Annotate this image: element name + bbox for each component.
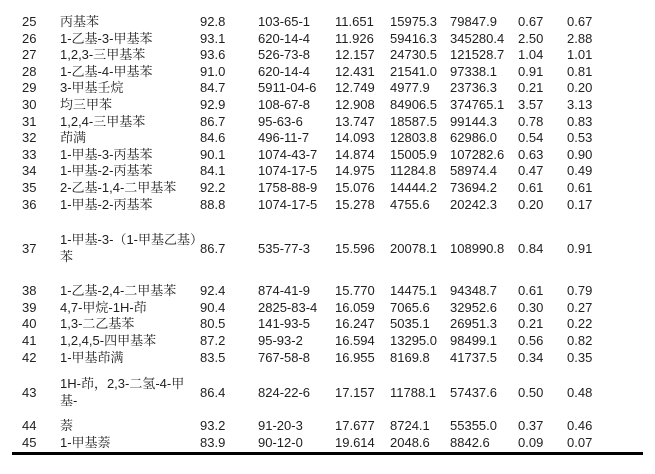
percent-value-1: 0.09 — [518, 434, 544, 450]
retention-time-value: 15.278 — [335, 196, 375, 212]
match-quality-value: 86.7 — [200, 113, 226, 129]
retention-time-value: 15.076 — [335, 179, 375, 195]
retention-time-value: 17.157 — [335, 384, 375, 400]
cas-number: 1074-43-7 — [258, 146, 318, 162]
peak-area-2-value: 108990.8 — [450, 240, 505, 256]
percent-value-2: 0.90 — [567, 146, 593, 162]
percent-value-2: 0.53 — [567, 130, 593, 146]
match-quality-value: 92.9 — [200, 96, 226, 112]
peak-area-2-value: 345280.4 — [450, 30, 505, 46]
table-row — [0, 147, 655, 164]
cas-number: 108-67-8 — [258, 96, 311, 112]
cas-number: 95-63-6 — [258, 113, 303, 129]
peak-area-value: 18587.5 — [390, 113, 437, 129]
table-row — [0, 80, 655, 97]
peak-area-2-value: 58974.4 — [450, 163, 497, 179]
percent-value-1: 0.67 — [518, 14, 544, 29]
peak-area-2-value: 94348.7 — [450, 283, 497, 299]
row-number: 39 — [22, 299, 37, 315]
retention-time-value: 14.874 — [335, 146, 375, 162]
table-row — [0, 14, 655, 31]
table-row — [0, 435, 655, 452]
retention-time-value: 16.955 — [335, 349, 375, 365]
peak-area-value: 15005.9 — [390, 146, 437, 162]
peak-area-2-value: 121528.7 — [450, 47, 505, 63]
retention-time-value: 14.093 — [335, 130, 375, 146]
cas-number: 91-20-3 — [258, 418, 303, 434]
row-number: 43 — [22, 384, 37, 400]
compound-name: 1,3-二乙基苯 — [60, 316, 135, 332]
table-row — [0, 316, 655, 333]
table-row — [0, 366, 655, 418]
retention-time-value: 16.594 — [335, 332, 375, 348]
percent-value-2: 0.81 — [567, 63, 593, 79]
table-row — [0, 180, 655, 197]
row-number: 32 — [22, 130, 37, 146]
table-row — [0, 418, 655, 435]
row-number: 28 — [22, 63, 37, 79]
match-quality-value: 83.5 — [200, 349, 226, 365]
match-quality-value: 87.2 — [200, 332, 226, 348]
table-row — [0, 47, 655, 64]
match-quality-value: 92.8 — [200, 14, 226, 29]
cas-number: 1074-17-5 — [258, 196, 318, 212]
peak-area-2-value: 97338.1 — [450, 63, 497, 79]
table-row — [0, 197, 655, 214]
retention-time-value: 16.059 — [335, 299, 375, 315]
percent-value-1: 0.21 — [518, 316, 544, 332]
retention-time-value: 11.651 — [335, 14, 374, 29]
percent-value-1: 0.50 — [518, 384, 544, 400]
compound-name: 1-甲基-3-（1-甲基乙基）苯 — [60, 232, 197, 265]
retention-time-value: 11.926 — [335, 30, 374, 46]
compound-name: 4,7-甲烷-1H-茚 — [60, 299, 147, 315]
row-number: 25 — [22, 14, 37, 29]
retention-time-value: 12.749 — [335, 80, 375, 96]
percent-value-2: 3.13 — [567, 96, 593, 112]
percent-value-2: 1.01 — [567, 47, 593, 63]
compound-table — [0, 14, 655, 451]
percent-value-2: 0.49 — [567, 163, 593, 179]
row-number: 27 — [22, 47, 37, 63]
percent-value-2: 0.35 — [567, 349, 593, 365]
percent-value-1: 0.61 — [518, 179, 544, 195]
peak-area-2-value: 73694.2 — [450, 179, 497, 195]
match-quality-value: 86.7 — [200, 240, 226, 256]
peak-area-value: 7065.6 — [390, 299, 430, 315]
retention-time-value: 12.431 — [335, 63, 375, 79]
row-number: 34 — [22, 163, 37, 179]
peak-area-value: 5035.1 — [390, 316, 430, 332]
peak-area-value: 59416.3 — [390, 30, 437, 46]
peak-area-2-value: 26951.3 — [450, 316, 497, 332]
cas-number: 95-93-2 — [258, 332, 303, 348]
table-row — [0, 213, 655, 283]
compound-name: 1-甲基-3-丙基苯 — [60, 146, 153, 162]
match-quality-value: 90.4 — [200, 299, 226, 315]
peak-area-2-value: 41737.5 — [450, 349, 497, 365]
row-number: 42 — [22, 349, 37, 365]
match-quality-value: 92.4 — [200, 283, 226, 299]
cas-number: 824-22-6 — [258, 384, 311, 400]
table-row — [0, 97, 655, 114]
cas-number: 526-73-8 — [258, 47, 311, 63]
percent-value-2: 0.67 — [567, 14, 593, 29]
row-number: 40 — [22, 316, 37, 332]
peak-area-value: 14444.2 — [390, 179, 437, 195]
row-number: 35 — [22, 179, 37, 195]
match-quality-value: 91.0 — [200, 63, 226, 79]
row-number: 29 — [22, 80, 37, 96]
peak-area-value: 13295.0 — [390, 332, 437, 348]
peak-area-value: 21541.0 — [390, 63, 437, 79]
peak-area-2-value: 55355.0 — [450, 418, 497, 434]
table-row — [0, 300, 655, 317]
compound-name: 丙基苯 — [60, 14, 100, 29]
table-row — [0, 114, 655, 131]
cas-number: 2825-83-4 — [258, 299, 318, 315]
percent-value-2: 0.20 — [567, 80, 593, 96]
compound-name: 萘 — [60, 418, 74, 434]
row-number: 26 — [22, 30, 37, 46]
compound-name: 1,2,4-三甲基苯 — [60, 113, 146, 129]
retention-time-value: 12.908 — [335, 96, 375, 112]
peak-area-2-value: 98499.1 — [450, 332, 497, 348]
match-quality-value: 84.7 — [200, 80, 226, 96]
cas-number: 1074-17-5 — [258, 163, 318, 179]
match-quality-value: 93.2 — [200, 418, 226, 434]
percent-value-1: 0.84 — [518, 240, 544, 256]
cas-number: 90-12-0 — [258, 434, 303, 450]
peak-area-value: 11788.1 — [390, 384, 437, 400]
retention-time-value: 19.614 — [335, 434, 375, 450]
table-row — [0, 163, 655, 180]
table-row — [0, 130, 655, 147]
percent-value-1: 0.63 — [518, 146, 544, 162]
percent-value-1: 0.56 — [518, 332, 544, 348]
row-number: 41 — [22, 332, 37, 348]
retention-time-value: 14.975 — [335, 163, 375, 179]
percent-value-2: 0.48 — [567, 384, 593, 400]
percent-value-2: 0.91 — [567, 240, 593, 256]
percent-value-2: 0.79 — [567, 283, 593, 299]
cas-number: 1758-88-9 — [258, 179, 318, 195]
percent-value-2: 0.17 — [567, 196, 593, 212]
cas-number: 620-14-4 — [258, 30, 311, 46]
compound-name: 1-甲基茚满 — [60, 349, 124, 365]
row-number: 31 — [22, 113, 37, 129]
retention-time-value: 16.247 — [335, 316, 375, 332]
table-row — [0, 283, 655, 300]
compound-name: 1-甲基-2-丙基苯 — [60, 163, 153, 179]
percent-value-1: 0.61 — [518, 283, 544, 299]
compound-name: 1-乙基-4-甲基苯 — [60, 63, 153, 79]
percent-value-1: 0.37 — [518, 418, 544, 434]
compound-name: 均三甲苯 — [60, 96, 113, 112]
percent-value-2: 2.88 — [567, 30, 593, 46]
percent-value-1: 1.04 — [518, 47, 544, 63]
percent-value-2: 0.83 — [567, 113, 593, 129]
table-bottom-rule — [12, 452, 643, 455]
percent-value-1: 2.50 — [518, 30, 544, 46]
row-number: 36 — [22, 196, 37, 212]
compound-name: 3-甲基壬烷 — [60, 80, 124, 96]
compound-name: 1,2,4,5-四甲基苯 — [60, 332, 157, 348]
peak-area-value: 2048.6 — [390, 434, 430, 450]
cas-number: 535-77-3 — [258, 240, 311, 256]
peak-area-2-value: 32952.6 — [450, 299, 497, 315]
retention-time-value: 13.747 — [335, 113, 375, 129]
peak-area-value: 84906.5 — [390, 96, 437, 112]
match-quality-value: 92.2 — [200, 179, 226, 195]
peak-area-2-value: 20242.3 — [450, 196, 497, 212]
cas-number: 874-41-9 — [258, 283, 311, 299]
percent-value-1: 0.20 — [518, 196, 544, 212]
compound-name: 1-乙基-3-甲基苯 — [60, 30, 153, 46]
peak-area-value: 12803.8 — [390, 130, 437, 146]
cas-number: 496-11-7 — [258, 130, 310, 146]
compound-name: 茚满 — [60, 130, 87, 146]
table-row — [0, 350, 655, 367]
peak-area-2-value: 79847.9 — [450, 14, 497, 29]
compound-name: 1-甲基-2-丙基苯 — [60, 196, 153, 212]
percent-value-1: 0.34 — [518, 349, 544, 365]
table-row — [0, 31, 655, 48]
match-quality-value: 90.1 — [200, 146, 226, 162]
percent-value-1: 0.30 — [518, 299, 544, 315]
compound-name: 1-乙基-2,4-二甲基苯 — [60, 283, 177, 299]
peak-area-value: 15975.3 — [390, 14, 437, 29]
table-row — [0, 64, 655, 81]
match-quality-value: 80.5 — [200, 316, 226, 332]
percent-value-1: 0.78 — [518, 113, 544, 129]
table-row — [0, 333, 655, 350]
retention-time-value: 15.770 — [335, 283, 375, 299]
retention-time-value: 17.677 — [335, 418, 375, 434]
compound-name: 1H-茚，2,3-二氢-4-甲基- — [60, 376, 185, 409]
match-quality-value: 93.6 — [200, 47, 226, 63]
row-number: 30 — [22, 96, 37, 112]
peak-area-value: 14475.1 — [390, 283, 437, 299]
percent-value-2: 0.27 — [567, 299, 593, 315]
retention-time-value: 15.596 — [335, 240, 375, 256]
match-quality-value: 93.1 — [200, 30, 226, 46]
match-quality-value: 86.4 — [200, 384, 226, 400]
peak-area-value: 8724.1 — [390, 418, 430, 434]
peak-area-2-value: 57437.6 — [450, 384, 497, 400]
match-quality-value: 84.1 — [200, 163, 226, 179]
cas-number: 5911-04-6 — [258, 80, 317, 96]
peak-area-2-value: 107282.6 — [450, 146, 505, 162]
percent-value-2: 0.82 — [567, 332, 593, 348]
percent-value-1: 0.91 — [518, 63, 544, 79]
peak-area-value: 8169.8 — [390, 349, 430, 365]
row-number: 33 — [22, 146, 37, 162]
percent-value-1: 0.21 — [518, 80, 544, 96]
row-number: 45 — [22, 434, 37, 450]
compound-name: 2-乙基-1,4-二甲基苯 — [60, 179, 177, 195]
peak-area-value: 24730.5 — [390, 47, 437, 63]
peak-area-value: 11284.8 — [390, 163, 437, 179]
percent-value-2: 0.07 — [567, 434, 593, 450]
percent-value-1: 3.57 — [518, 96, 544, 112]
cas-number: 141-93-5 — [258, 316, 311, 332]
cas-number: 103-65-1 — [258, 14, 311, 29]
peak-area-2-value: 99144.3 — [450, 113, 497, 129]
row-number: 44 — [22, 418, 37, 434]
match-quality-value: 84.6 — [200, 130, 226, 146]
peak-area-value: 4755.6 — [390, 196, 430, 212]
percent-value-1: 0.47 — [518, 163, 544, 179]
retention-time-value: 12.157 — [335, 47, 375, 63]
compound-name: 1-甲基萘 — [60, 434, 111, 450]
match-quality-value: 88.8 — [200, 196, 226, 212]
cas-number: 620-14-4 — [258, 63, 311, 79]
percent-value-1: 0.54 — [518, 130, 544, 146]
row-number: 38 — [22, 283, 37, 299]
percent-value-2: 0.46 — [567, 418, 593, 434]
match-quality-value: 83.9 — [200, 434, 226, 450]
peak-area-2-value: 23736.3 — [450, 80, 497, 96]
compound-name: 1,2,3-三甲基苯 — [60, 47, 146, 63]
percent-value-2: 0.22 — [567, 316, 593, 332]
row-number: 37 — [22, 240, 37, 256]
peak-area-value: 20078.1 — [390, 240, 437, 256]
cas-number: 767-58-8 — [258, 349, 311, 365]
peak-area-2-value: 62986.0 — [450, 130, 497, 146]
percent-value-2: 0.61 — [567, 179, 593, 195]
peak-area-value: 4977.9 — [390, 80, 430, 96]
peak-area-2-value: 374765.1 — [450, 96, 505, 112]
peak-area-2-value: 8842.6 — [450, 434, 490, 450]
